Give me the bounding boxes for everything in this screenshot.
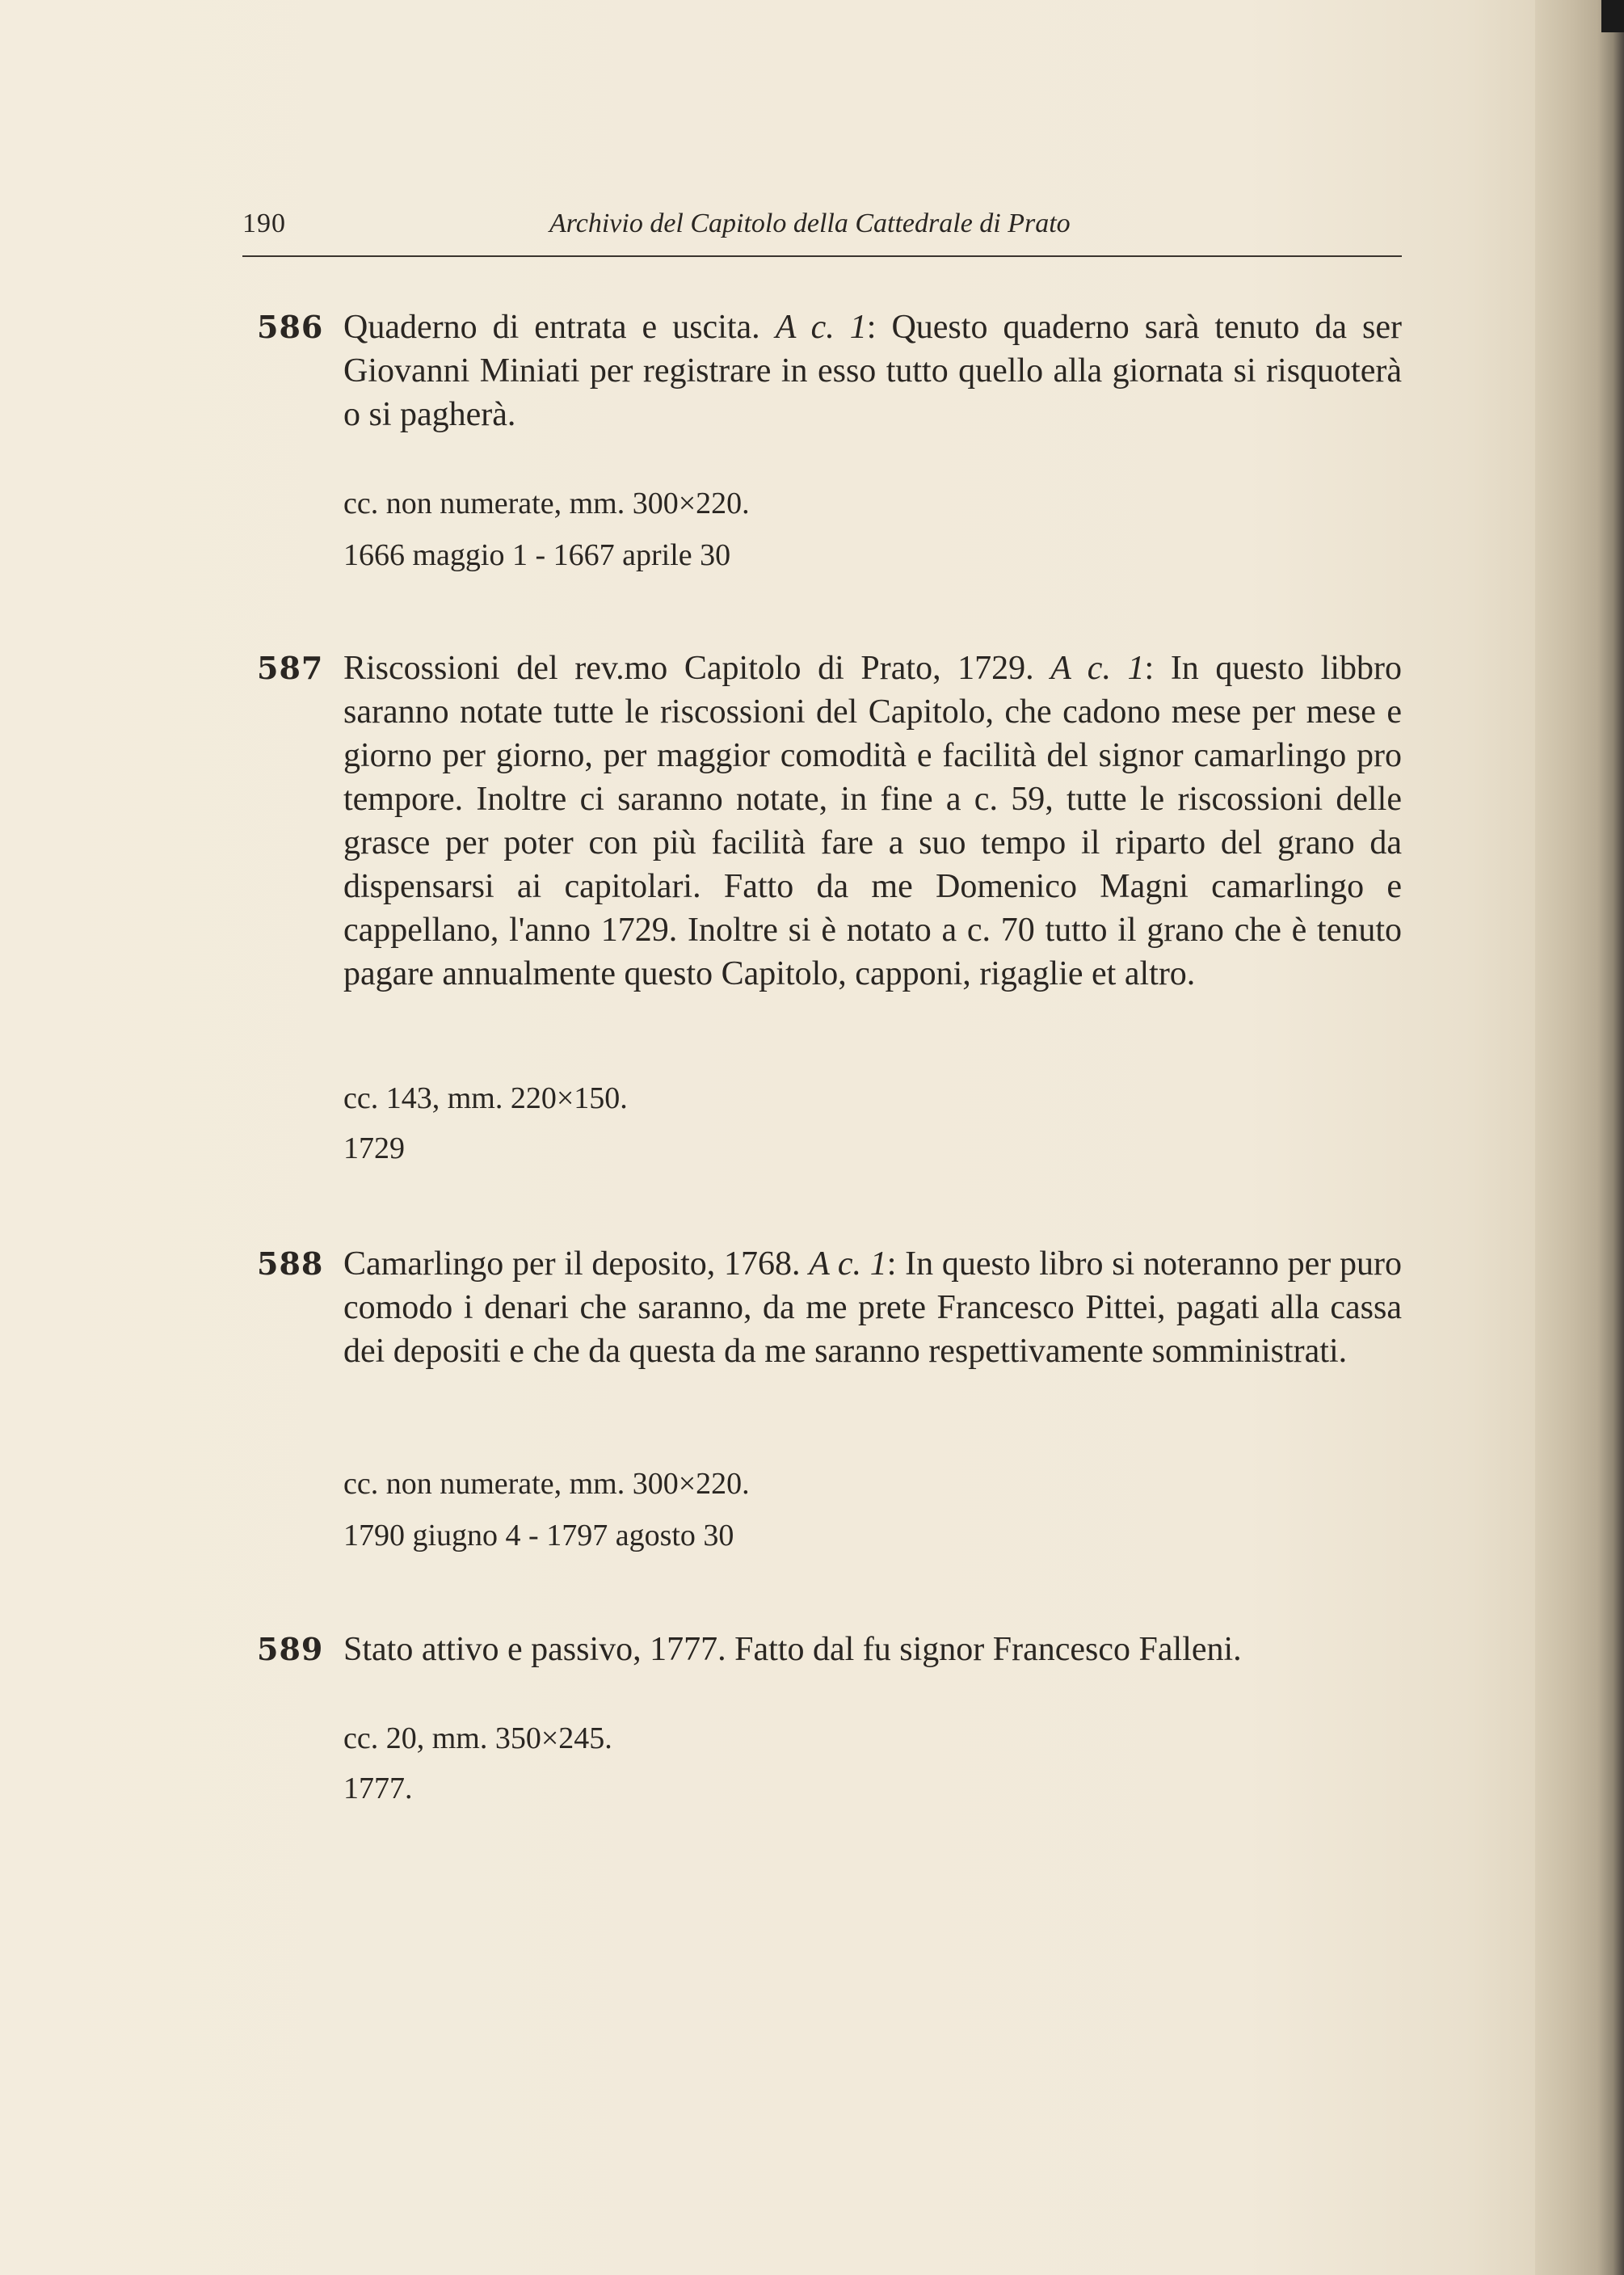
entry-number: 586 [257, 309, 324, 345]
entry-text: : Questo quaderno sarà tenuto da ser Giovanni Miniati per registrare in esso tutto quello alla giornata si risquoterà o si pagherà. [343, 309, 1402, 433]
entry-title: Stato attivo e passivo, 1777. Fatto dal fu signor Francesco Falleni. [343, 1631, 1242, 1668]
entry-date: 1790 giugno 4 - 1797 agosto 30 [343, 1519, 734, 1552]
entry-description [343, 305, 1402, 436]
entry-ref: A c. 1 [775, 309, 867, 346]
entry-description [343, 647, 1402, 996]
entry-date: 1729 [343, 1131, 405, 1165]
entry-physical: cc. 20, mm. 350×245. [343, 1721, 612, 1755]
entry-number: 587 [257, 650, 324, 686]
entry-text: : In questo libbro saranno notate tutte le riscossioni del Capitolo, che cadono mese per mese e giorno per giorno, per maggior comodità e facilità del signor camarlingo pro tempore. Inoltre ci saranno notate, in fine a c. 59, tutte le riscossioni delle grasce per poter con più facilità fare a suo tempo il riparto del grano da dispensarsi ai capitolari. Fatto da me Domenico Magni camarlingo e cappellano, l'anno 1729. Inoltre si è notato a c. 70 tutto il grano che è tenuto pagare annualmente questo Capitolo, capponi, rigaglie et altro. [343, 650, 1402, 992]
entry-text: : In questo libro si noteranno per puro comodo i denari che saranno, da me prete Francesco Pittei, pagati alla cassa dei depositi e che da questa da me saranno respettivamente somministrati. [343, 1245, 1402, 1370]
entry-physical: cc. 143, mm. 220×150. [343, 1081, 628, 1115]
entry-description [343, 1628, 1402, 1671]
entry-title: Camarlingo per il deposito, 1768. [343, 1245, 801, 1283]
running-header [242, 209, 1402, 257]
entry-physical: cc. non numerate, mm. 300×220. [343, 1467, 750, 1501]
entry-date: 1666 maggio 1 - 1667 aprile 30 [343, 538, 731, 572]
entry-title: Quaderno di entrata e uscita. [343, 309, 760, 346]
entry-date: 1777. [343, 1772, 413, 1805]
entry-physical: cc. non numerate, mm. 300×220. [343, 487, 750, 520]
entry-ref: A c. 1 [1050, 650, 1145, 687]
entry-number: 589 [257, 1631, 324, 1667]
entry-title: Riscossioni del rev.mo Capitolo di Prato, 1729. [343, 650, 1034, 687]
book-gutter [1535, 0, 1624, 2275]
page-number: 190 [242, 209, 286, 238]
gutter-shadow [1601, 0, 1624, 32]
running-title: Archivio del Capitolo della Cattedrale di Prato [549, 209, 1071, 238]
entry-ref: A c. 1 [809, 1245, 887, 1283]
entry-description [343, 1242, 1402, 1373]
entry-number: 588 [257, 1245, 324, 1282]
